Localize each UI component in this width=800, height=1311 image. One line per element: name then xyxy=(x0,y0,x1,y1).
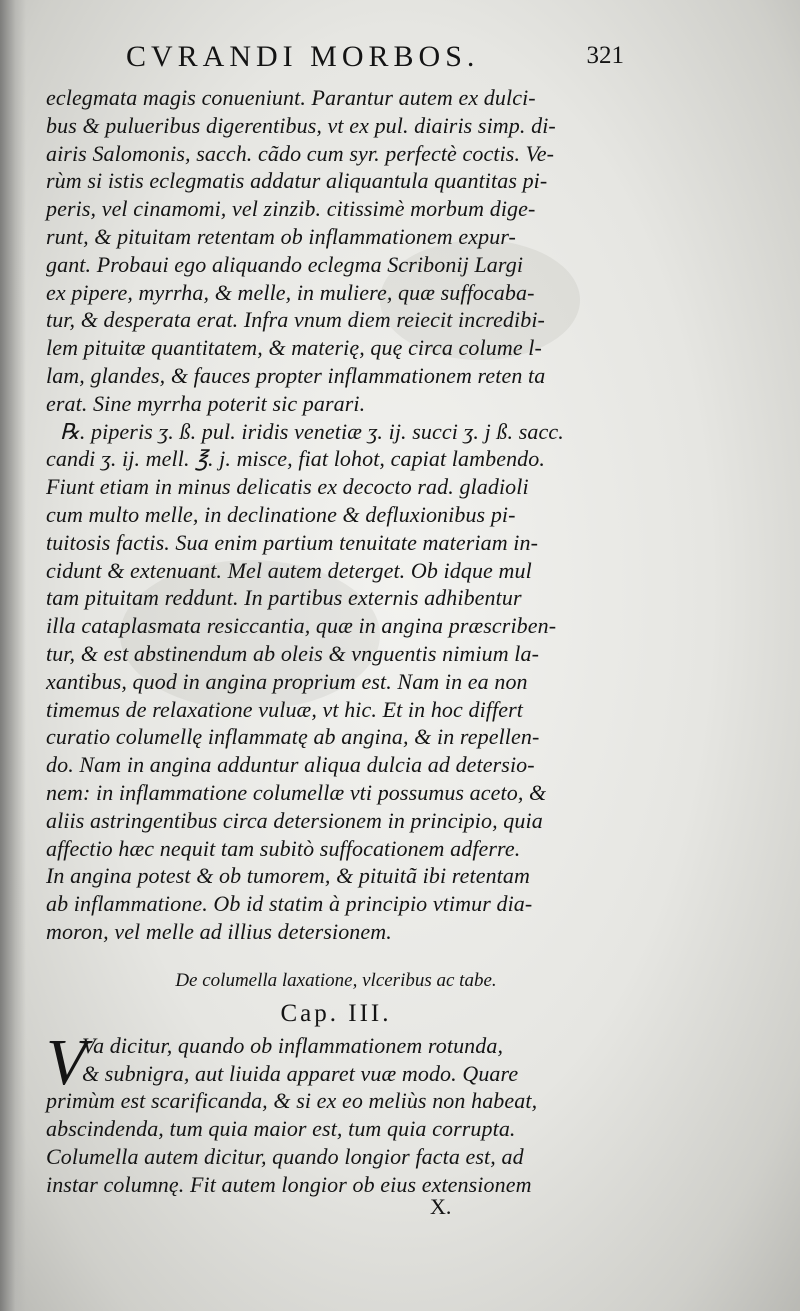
text-line: peris, vel cinamomi, vel zinzib. citissimè morbum dige- xyxy=(46,196,536,222)
chapter-heading: Cap. III. xyxy=(280,999,392,1027)
text-line: abscindenda, tum quia maior est, tum quia corrupta. xyxy=(46,1116,516,1142)
text-line: tur, & desperata erat. Infra vnum diem reiecit incredibi- xyxy=(46,307,545,333)
section-title: De columella laxatione, vlceribus ac tabe. xyxy=(175,969,497,991)
text-line: ex pipere, myrrha, & melle, in muliere, quæ suffocaba- xyxy=(46,279,535,305)
text-line: illa cataplasmata resiccantia, quæ in angina præscriben- xyxy=(46,613,557,639)
text-line: In angina potest & ob tumorem, & pituitã ibi retentam xyxy=(46,863,530,889)
page-header xyxy=(46,40,626,84)
text-line: candi ʒ. ij. mell. ℥. j. misce, fiat lohot, capiat lambendo. xyxy=(46,446,545,472)
text-line: xantibus, quod in angina proprium est. Nam in ea non xyxy=(46,668,528,694)
text-line: rùm si istis eclegmatis addatur aliquantula quantitas pi- xyxy=(46,168,548,194)
text-line: tur, & est abstinendum ab oleis & vnguentis nimium la- xyxy=(46,640,540,666)
text-line: tam pituitam reddunt. In partibus externis adhibentur xyxy=(46,585,522,611)
text-line: ℞. piperis ʒ. ß. pul. iridis venetiæ ʒ. ij. succi ʒ. j ß. sacc. xyxy=(60,418,564,444)
text-line: bus & pulueribus digerentibus, vt ex pul. diairis simp. di- xyxy=(46,112,556,138)
text-line: moron, vel melle ad illius detersionem. xyxy=(46,918,392,944)
text-line: ab inflammatione. Ob id statim à principio vtimur dia- xyxy=(46,891,533,917)
text-line: timemus de relaxatione vuluæ, vt hic. Et in hoc differt xyxy=(46,696,523,722)
text-line: curatio columellę inflammatę ab angina, & in repellen- xyxy=(46,724,540,750)
text-line: eclegmata magis conueniunt. Parantur autem ex dulci- xyxy=(46,85,536,110)
page-number: 321 xyxy=(586,42,624,69)
text-line: cidunt & extenuant. Mel autem deterget. Ob idque mul xyxy=(46,557,532,583)
text-line: instar columnę. Fit autem longior ob eius extensionem xyxy=(46,1171,532,1197)
text-line: cum multo melle, in declinatione & defluxionibus pi- xyxy=(46,501,516,527)
text-line: Fiunt etiam in minus delicatis ex decocto rad. gladioli xyxy=(46,474,529,500)
text-line: airis Salomonis, sacch. cãdo cum syr. perfectè coctis. Ve- xyxy=(46,140,555,166)
text-line: runt, & pituitam retentam ob inflammationem expur- xyxy=(46,223,516,249)
recipe-paragraph xyxy=(46,418,626,946)
text-line: tuitosis factis. Sua enim partium tenuitate materiam in- xyxy=(46,529,539,555)
text-line: erat. Sine myrrha poterit sic parari. xyxy=(46,390,366,416)
text-line: primùm est scarificanda, & si ex eo meliùs non habeat, xyxy=(46,1088,538,1114)
text-line: do. Nam in angina adduntur aliqua dulcia ad detersio- xyxy=(46,752,535,778)
text-line: Va dicitur, quando ob inflammationem rotunda, xyxy=(82,1032,504,1058)
text-line: & subnigra, aut liuida apparet vuæ modo. Quare xyxy=(82,1060,519,1086)
running-head: CVRANDI MORBOS. xyxy=(126,40,480,73)
chapter-body xyxy=(46,1025,626,1199)
text-line: gant. Probaui ego aliquando eclegma Scribonij Largi xyxy=(46,251,524,277)
text-line: lem pituitæ quantitatem, & materię, quę circa colume l- xyxy=(46,335,542,361)
text-line: nem: in inflammatione columellæ vti possumus aceto, & xyxy=(46,779,547,805)
page-content xyxy=(46,40,626,1270)
text-line: affectio hæc nequit tam subitò suffocationem adferre. xyxy=(46,835,521,861)
text-line: aliis astringentibus circa detersionem in principio, quia xyxy=(46,807,543,833)
body-paragraph xyxy=(46,84,626,418)
book-gutter-shadow xyxy=(0,0,26,1311)
drop-cap: V xyxy=(46,1025,87,1099)
text-line: Columella autem dicitur, quando longior facta est, ad xyxy=(46,1143,524,1169)
text-line: lam, glandes, & fauces propter inflammationem reten ta xyxy=(46,362,546,388)
signature-mark: X. xyxy=(430,1194,452,1219)
